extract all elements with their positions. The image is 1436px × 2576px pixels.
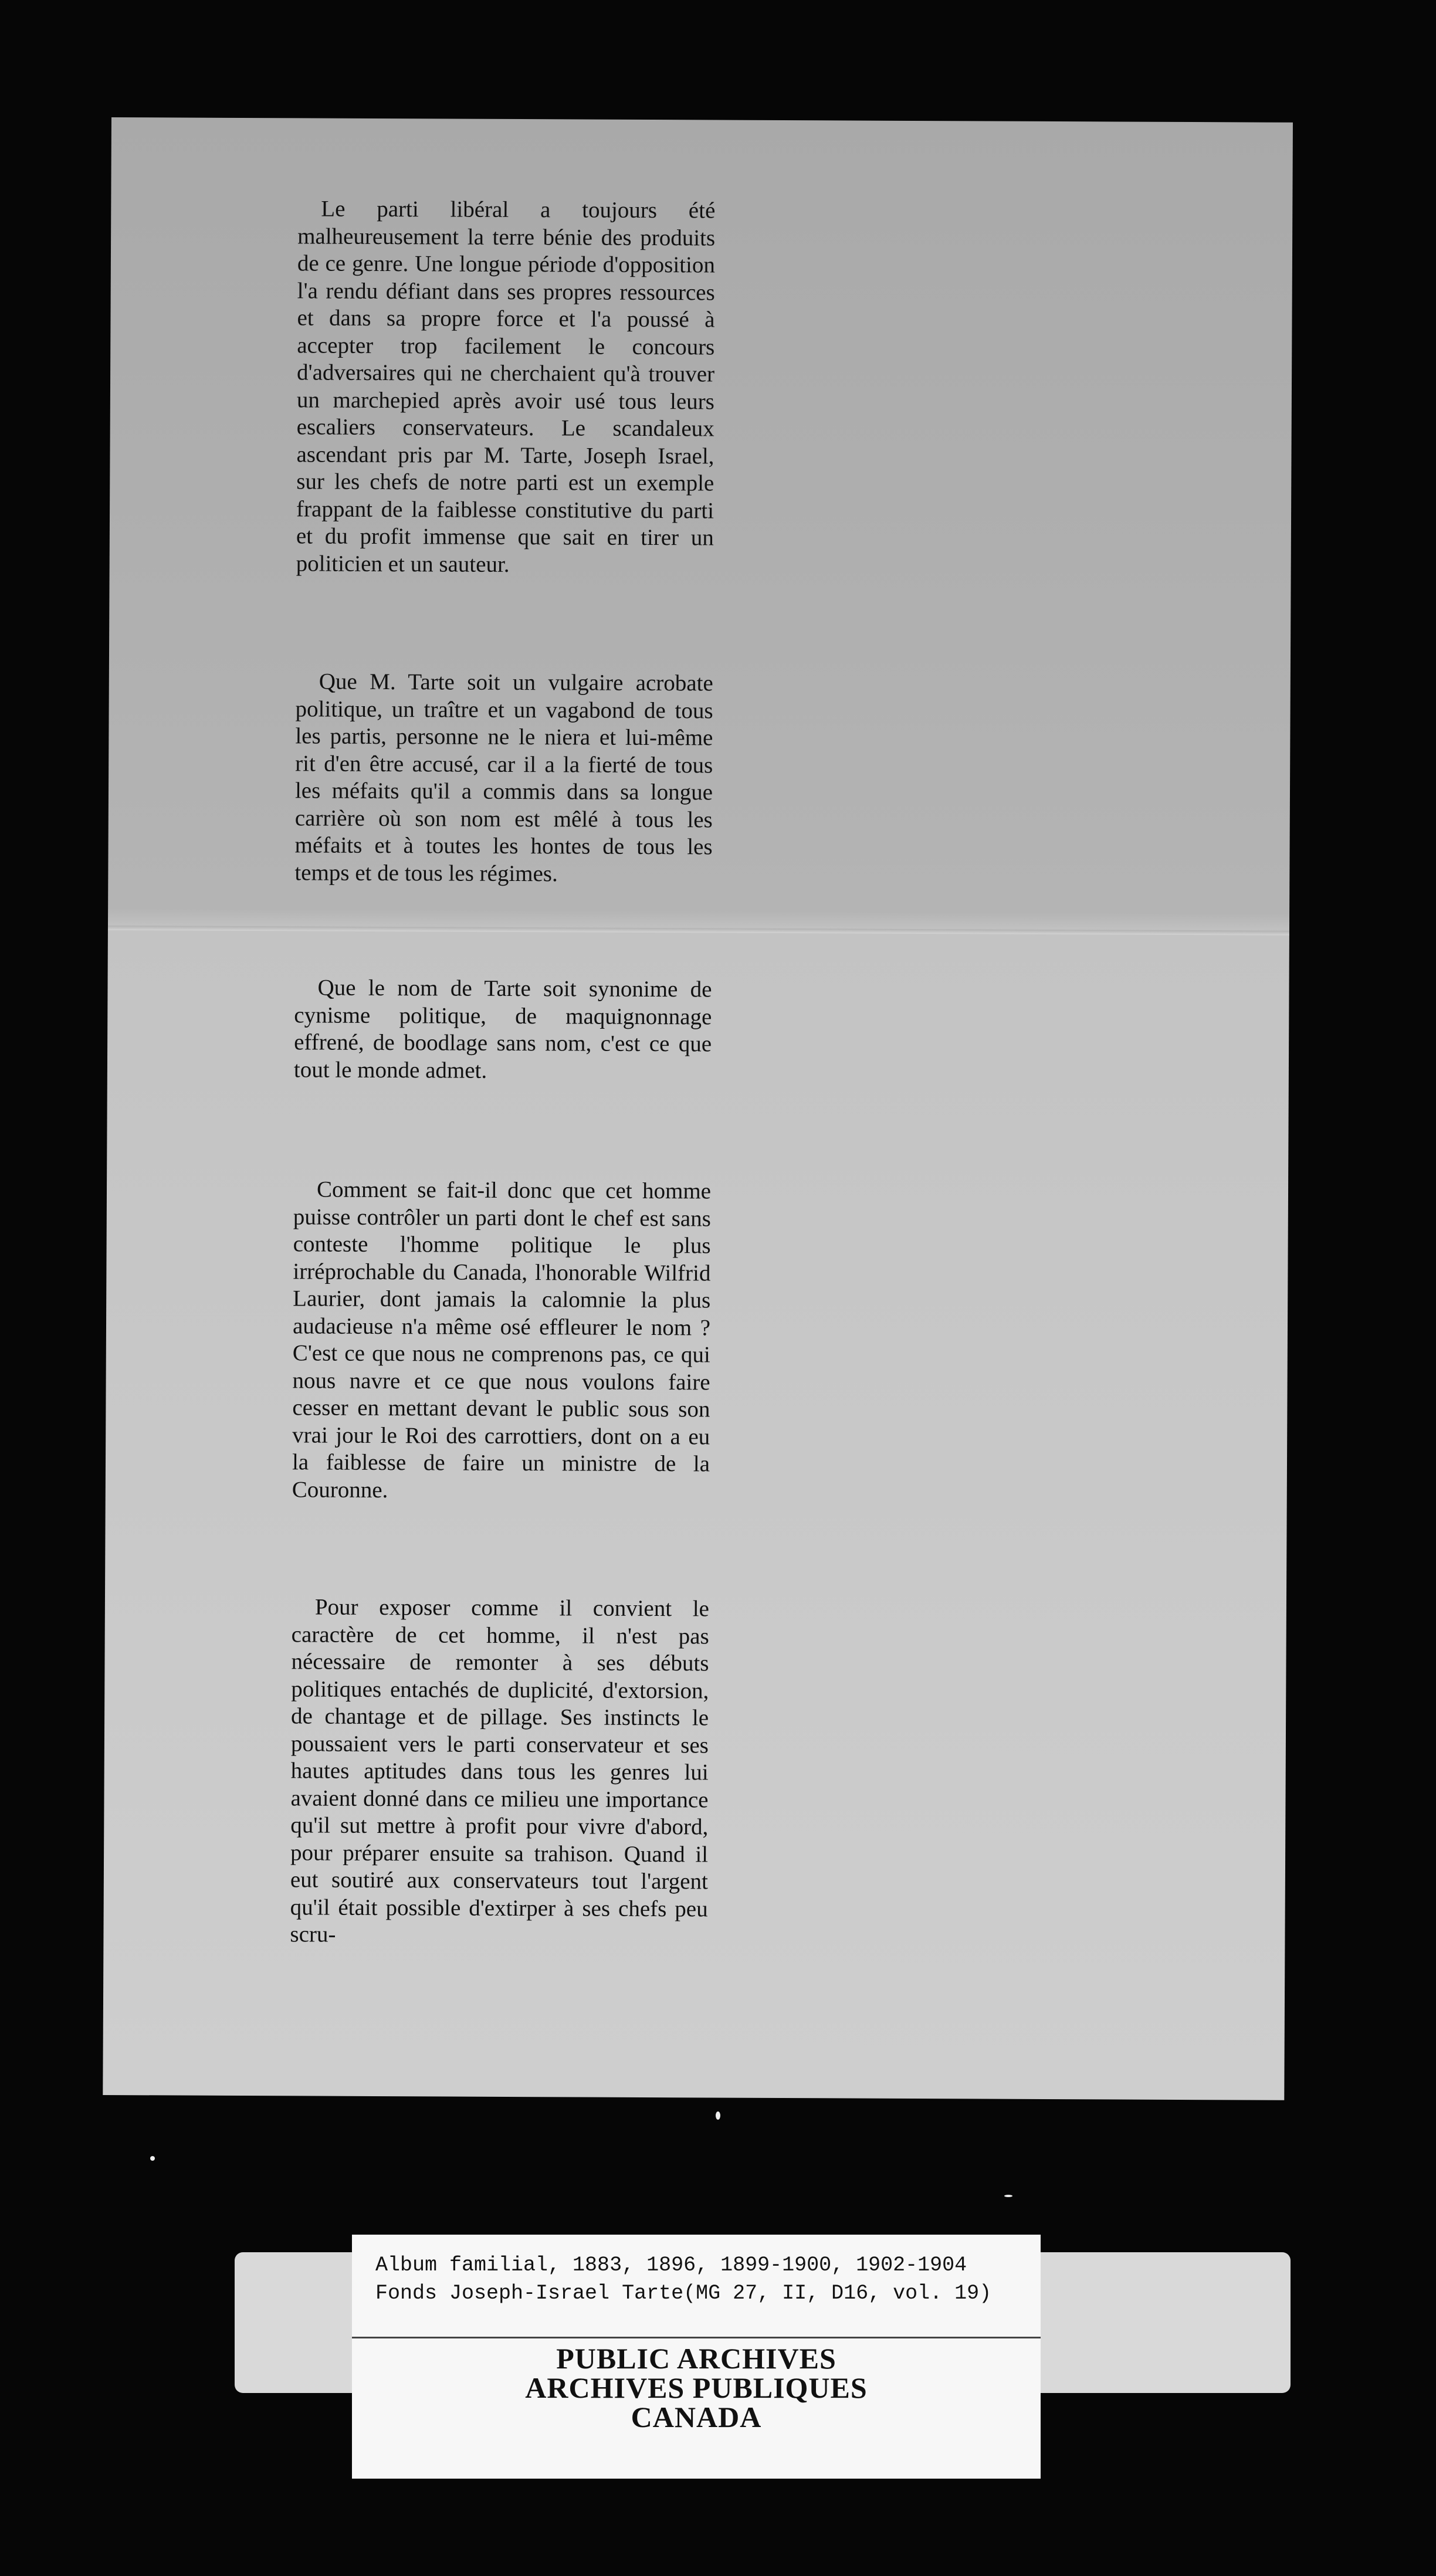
archive-label-line-2: Fonds Joseph-Israel Tarte(MG 27, II, D16, vol. 19) xyxy=(375,2282,992,2305)
paragraph-1: Le parti libéral a toujours été malheureusement la terre bénie des produits de ce genre. Une longue période d'opposition l'a rendu défiant dans ses propres ressources et dans sa propre force et l'a poussé à accepter trop facilement le concours d'adversaires qui ne cherchaient qu'à trouver un marchepied après avoir usé tous leurs escaliers conservateurs. Le scandaleux ascendant pris par M. Tarte, Joseph Israel, sur les chefs de notre parti est un exemple frappant de la faiblesse constitutive du parti et du profit immense que sait en tirer un politicien et un sauteur. xyxy=(296,196,716,577)
archive-stamp-line-1: PUBLIC ARCHIVES xyxy=(556,2342,836,2375)
film-speck xyxy=(1004,2195,1012,2197)
paragraph-5: Pour exposer comme il convient le caractère de cet homme, il n'est pas nécessaire de remonter à ses débuts politiques entachés de duplicité, d'extorsion, de chantage et de pillage. Ses instincts le poussaient vers le parti conservateur et ses hautes aptitudes dans tous les genres lui avaient donné dans ce milieu une importance qu'il sut mettre à profit pour vivre d'abord, pour préparer ensuite sa trahison. Quand il eut soutiré aux conservateurs tout l'argent qu'il était possible d'extirper à ses chefs peu scru- xyxy=(290,1594,710,1947)
archive-label-divider xyxy=(352,2337,1041,2338)
archive-stamp-line-2: ARCHIVES PUBLIQUES xyxy=(525,2371,868,2404)
archive-stamp xyxy=(352,2344,1041,2432)
film-speck xyxy=(716,2111,720,2120)
film-speck xyxy=(150,2156,155,2161)
archive-label-line-1: Album familial, 1883, 1896, 1899-1900, 1902-1904 xyxy=(375,2253,967,2277)
paragraph-4: Comment se fait-il donc que cet homme puisse contrôler un parti dont le chef est sans conteste l'homme politique le plus irréprochable du Canada, l'honorable Wilfrid Laurier, dont jamais la calomnie la plus audacieuse n'a même osé effleurer le nom ? C'est ce que nous ne comprenons pas, ce qui nous navre et ce que nous voulons faire cesser en mettant devant le public sous son vrai jour le Roi des carrottiers, dont on a eu la faiblesse de faire un ministre de la Couronne. xyxy=(292,1177,712,1503)
paragraph-3: Que le nom de Tarte soit synonime de cynisme politique, de maquignonnage effrené, de boodlage sans nom, c'est ce que tout le monde admet. xyxy=(293,975,712,1083)
archive-label-typed-text xyxy=(375,2251,1032,2307)
archive-stamp-line-3: CANADA xyxy=(631,2401,762,2433)
document-page xyxy=(103,117,1293,2100)
paragraph-2: Que M. Tarte soit un vulgaire acrobate politique, un traître et un vagabond de tous les partis, personne ne le niera et lui-même rit d'en être accusé, car il a la fierté de tous les méfaits qu'il a commis dans sa longue carrière où son nom est mêlé à tous les méfaits et à toutes les hontes de tous les temps et de tous les régimes. xyxy=(294,669,713,886)
